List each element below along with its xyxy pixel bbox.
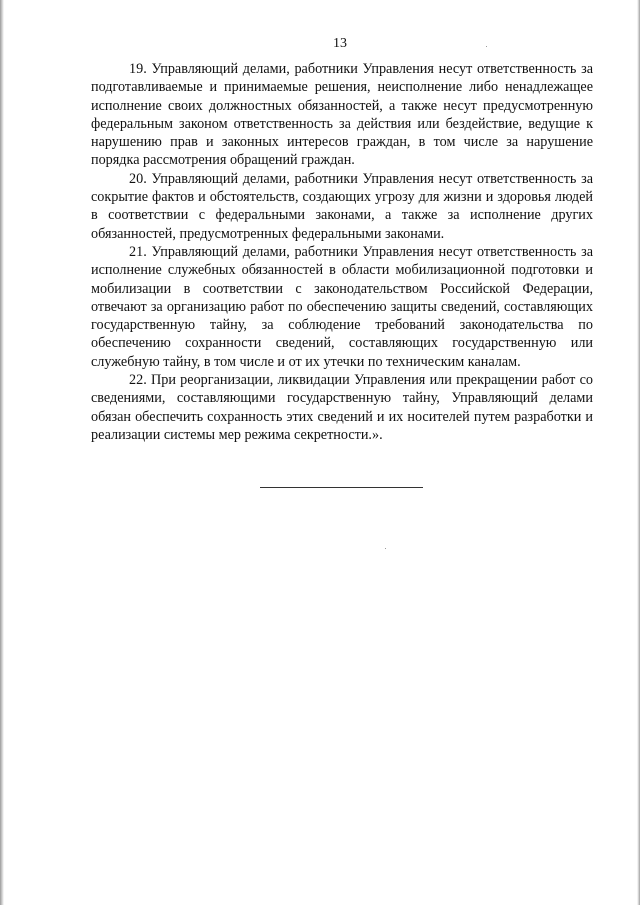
document-body [91, 60, 593, 444]
page-number: 13 [333, 36, 347, 51]
end-of-text-rule [260, 487, 423, 488]
paragraph-20: 20. Управляющий делами, работники Управления несут ответственность за сокрытие фактов и обстоятельств, создающих угрозу для жизни и здоровья людей в соответствии с федеральными законами, а также за исполнение других обязанностей, предусмотренных федеральными законами. [91, 170, 593, 242]
paragraph-19: 19. Управляющий делами, работники Управления несут ответственность за подготавливаемые и принимаемые решения, неисполнение либо ненадлежащее исполнение своих должностных обязанностей, а также несут предусмотренную федеральным законом ответственность за действия или бездействие, ведущие к нарушению прав и законных интересов граждан, в том числе за нарушение порядка рассмотрения обращений граждан. [91, 61, 593, 169]
scan-speck [486, 46, 487, 47]
scan-speck [385, 548, 386, 549]
scan-edge-left [0, 0, 4, 905]
paragraph-21: 21. Управляющий делами, работники Управления несут ответственность за исполнение служебных обязанностей в области мобилизационной подготовки и мобилизации в соответствии с законодательством Российской Федерации, отвечают за организацию работ по обеспечению защиты сведений, составляющих государственную тайну, за соблюдение требований законодательства по обеспечению сохранности сведений, составляющих государственную или служебную тайну, в том числе и от их утечки по техническим каналам. [91, 243, 593, 370]
paragraph-22: 22. При реорганизации, ликвидации Управления или прекращении работ со сведениями, составляющими государственную тайну, Управляющий делами обязан обеспечить сохранность этих сведений и их носителей путем разработки и реализации системы мер режима секретности.». [91, 372, 593, 443]
